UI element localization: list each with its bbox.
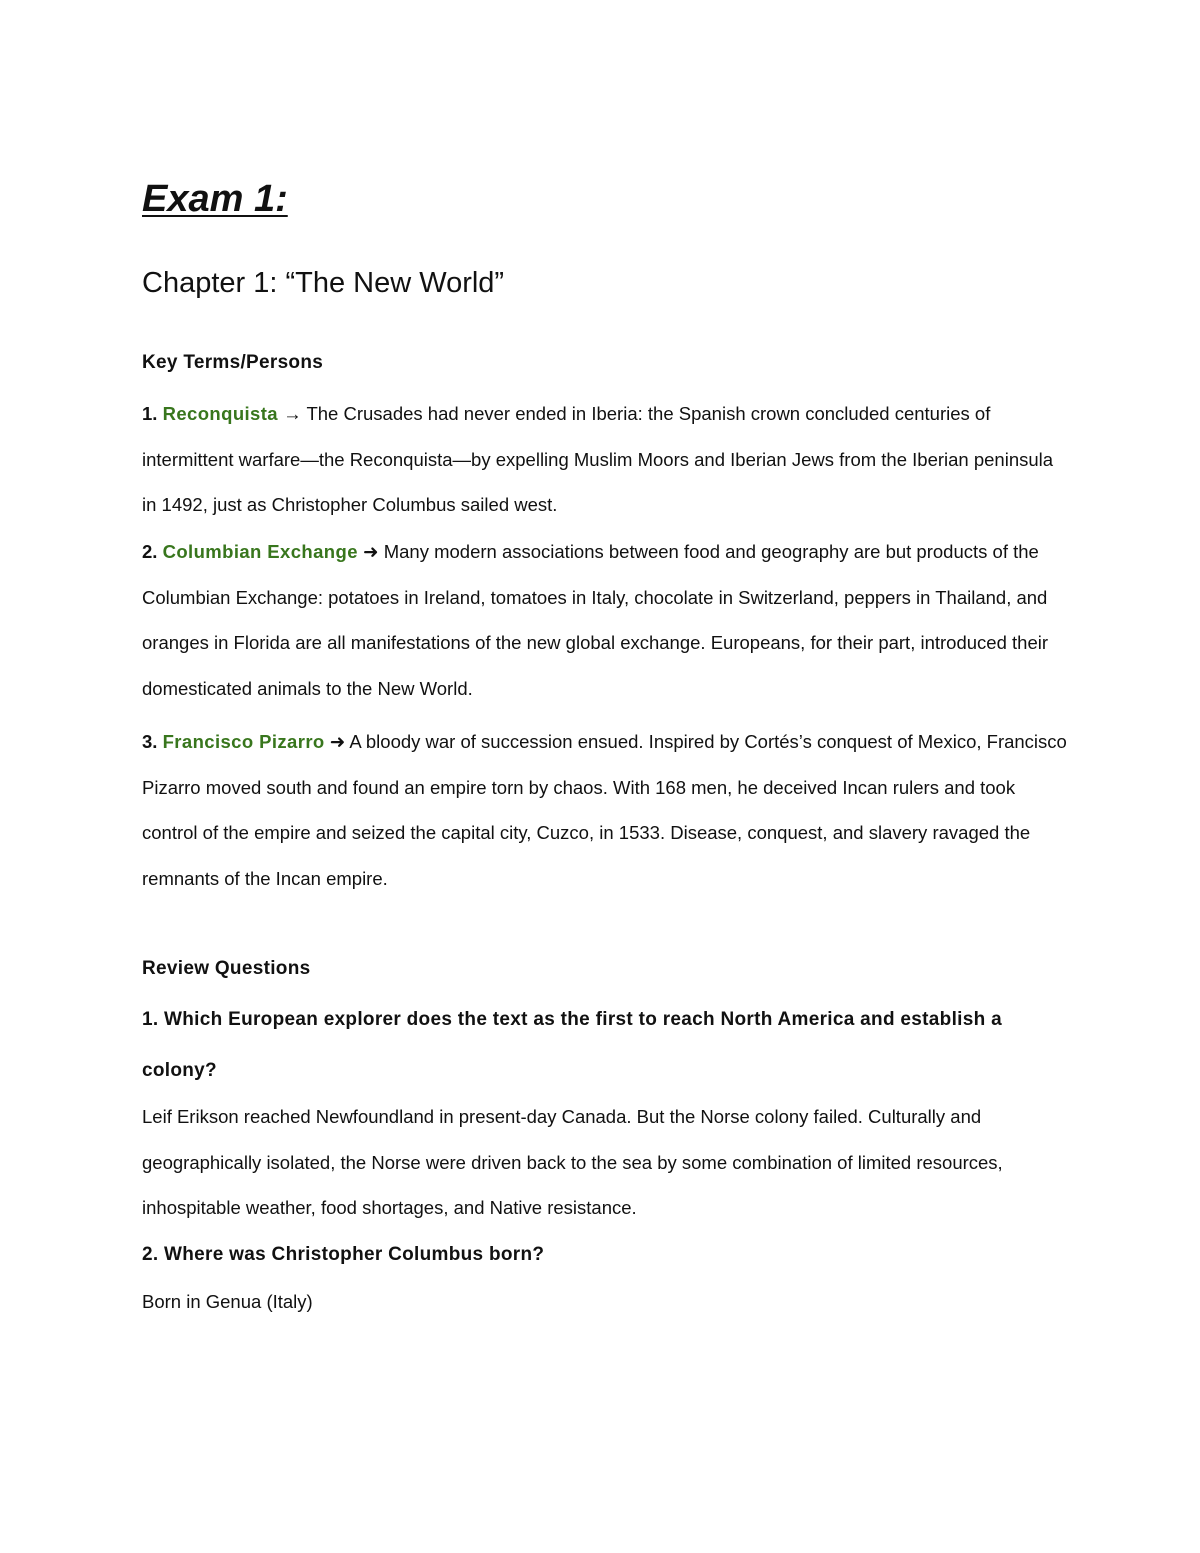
term-definition: The Crusades had never ended in Iberia: the Spanish crown concluded centuries of intermittent warfare—the Reconquista—by expelling Muslim Moors and Iberian Jews from the Iberian peninsula in 1492, just as Christopher Columbus sailed west.	[142, 403, 1054, 515]
review-question: 1. Which European explorer does the text as the first to reach North America and establish a colony?	[142, 1009, 1002, 1081]
review-answer: Born in Genua (Italy)	[142, 1291, 313, 1312]
term-definition: A bloody war of succession ensued. Inspired by Cortés’s conquest of Mexico, Francisco Pizarro moved south and found an empire torn by chaos. With 168 men, he deceived Incan rulers and took control of the empire and seized the capital city, Cuzco, in 1533. Disease, conquest, and slavery ravaged the remnants of the Incan empire.	[142, 731, 1067, 889]
arrow-icon: ➜	[363, 541, 379, 562]
term-name: Reconquista	[162, 403, 278, 424]
term-name: Columbian Exchange	[162, 541, 358, 562]
key-term-item	[142, 529, 1072, 711]
item-number: 2.	[142, 541, 158, 562]
key-term-item	[142, 391, 1072, 528]
page-title: Exam 1:	[142, 178, 288, 220]
term-definition: Many modern associations between food and geography are but products of the Columbian Exchange: potatoes in Ireland, tomatoes in Italy, chocolate in Switzerland, peppers in Thailand, and oranges in Florida are all manifestations of the new global exchange. Europeans, for their part, introduced their domesticated animals to the New World.	[142, 541, 1049, 699]
item-number: 1.	[142, 403, 158, 424]
arrow-icon: →	[283, 403, 302, 424]
item-number: 3.	[142, 731, 158, 752]
review-questions-heading: Review Questions	[142, 958, 311, 979]
review-answer: Leif Erikson reached Newfoundland in present-day Canada. But the Norse colony failed. Culturally and geographically isolated, the Norse were driven back to the sea by some combination of limited resources, inhospitable weather, food shortages, and Native resistance.	[142, 1106, 1003, 1218]
term-name: Francisco Pizarro	[162, 731, 325, 752]
key-terms-heading: Key Terms/Persons	[142, 352, 324, 373]
review-question: 2. Where was Christopher Columbus born?	[142, 1244, 545, 1265]
key-term-item	[142, 719, 1072, 901]
arrow-icon: ➜	[329, 731, 346, 752]
chapter-heading: Chapter 1: “The New World”	[142, 267, 505, 299]
